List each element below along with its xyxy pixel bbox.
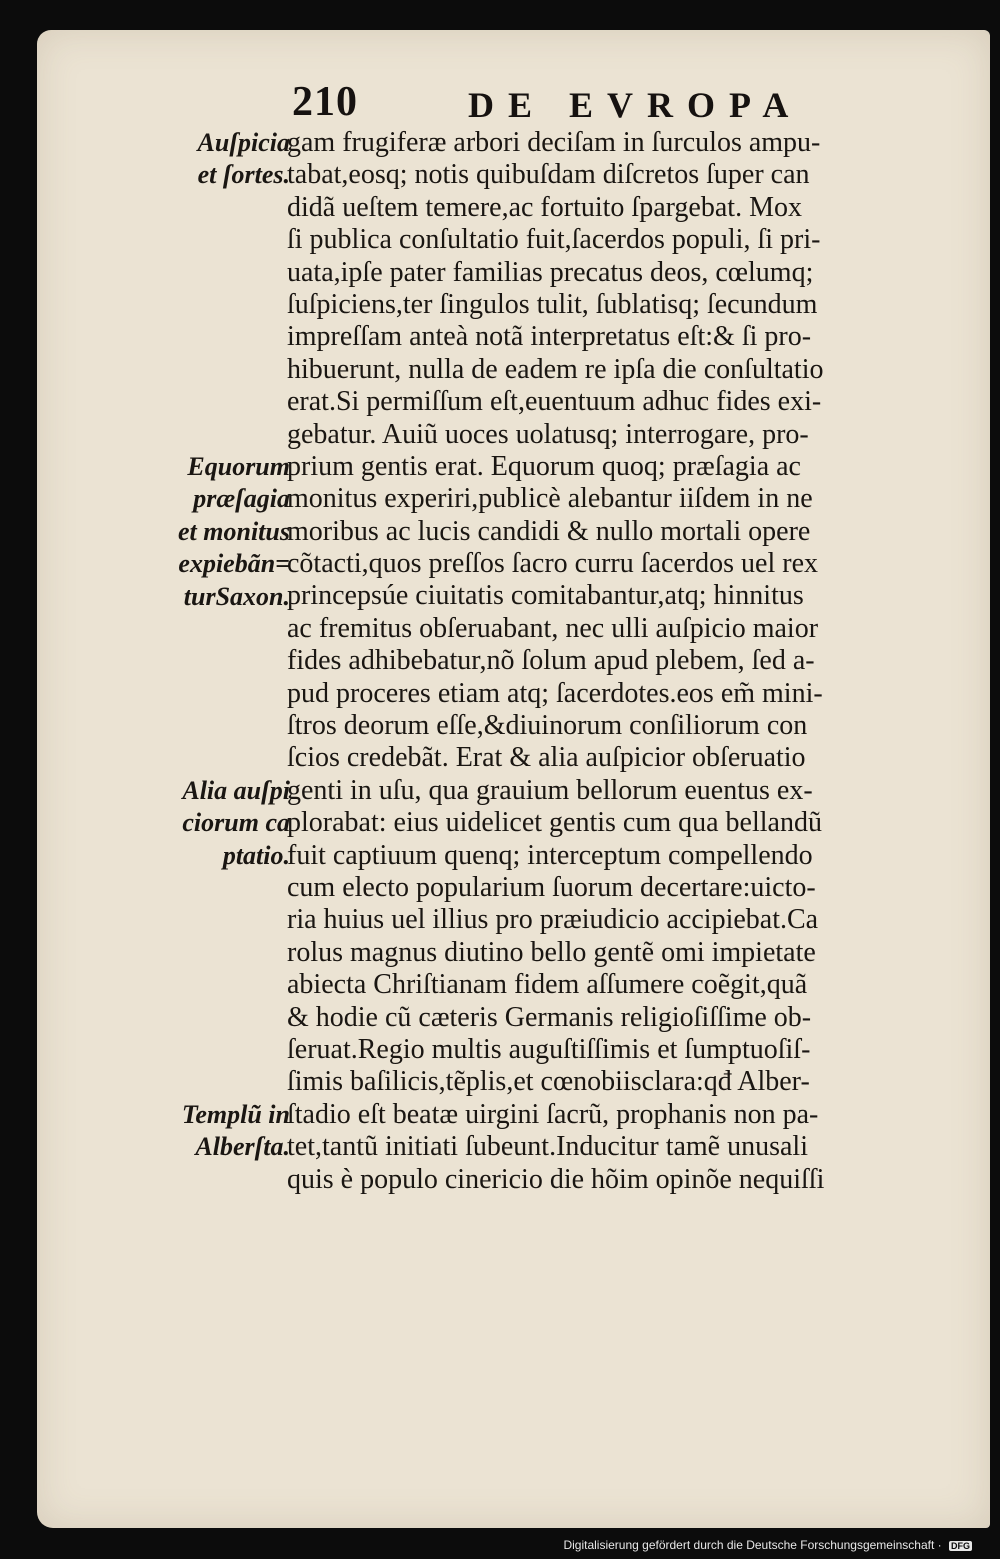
text-line: & hodie cũ cæteris Germanis religioſiſſime ob- [287, 1001, 812, 1033]
text-line: ſeruat.Regio multis auguſtiſſimis et ſumptuoſiſ- [287, 1033, 811, 1065]
text-line: cum electo popularium ſuorum decertare:uicto- [287, 871, 816, 903]
text-line: cõtacti,quos preſſos ſacro curru ſacerdos uel rex [287, 548, 819, 580]
text-line: rolus magnus diutino bello gentẽ omi impietate [287, 936, 816, 968]
text-line: moribus ac lucis candidi & nullo mortali opere [287, 515, 811, 547]
text-line: didã ueſtem temere,ac fortuito ſpargebat. Mox [287, 191, 802, 223]
marginal-note-line: Templũ in [181, 1100, 290, 1129]
marginal-note-auspicia [150, 127, 290, 192]
text-line: monitus experiri,publicè alebantur iiſdem in ne [287, 483, 813, 515]
text-line: fides adhibebatur,nõ ſolum apud plebem, ſed a- [287, 645, 815, 677]
marginal-note-line: Auſpicia [197, 128, 290, 157]
marginal-note-equorum [150, 451, 290, 613]
text-line: ac fremitus obſeruabant, nec ulli auſpicio maior [287, 612, 819, 644]
marginal-note-line: et monitus [178, 516, 290, 546]
marginal-note-line: turSaxon. [183, 581, 290, 611]
text-line: ſimis baſilicis,tẽplis,et cœnobiisclara:qđ Alber- [287, 1066, 810, 1098]
text-line: princepsúe ciuitatis comitabantur,atq; hinnitus [287, 580, 804, 612]
body-text [287, 127, 957, 1196]
running-head: DE EVROPA [468, 85, 803, 125]
text-line: ria huius uel illius pro præiudicio accipiebat.Ca [287, 904, 819, 936]
text-line: impreſſam anteà notã interpretatus eſt:& ſi pro- [287, 321, 812, 353]
marginal-note-templum [150, 1099, 290, 1164]
marginal-note-line: Alberſta. [195, 1132, 290, 1162]
digitization-credit [563, 1538, 972, 1552]
marginal-note-line: ciorum ca [182, 808, 290, 838]
text-line: fuit captiuum quenq; interceptum compellendo [287, 839, 813, 871]
marginal-note-line: Alia auſpi [182, 776, 290, 805]
text-line: ſtros deorum eſſe,&diuinorum conſiliorum con [287, 710, 808, 742]
marginal-note-alia-auspiciorum [150, 775, 290, 872]
marginal-note-line: expiebãn= [178, 549, 290, 579]
marginal-note-line: Equorum [187, 452, 290, 481]
text-line: hibuerunt, nulla de eadem re ipſa die conſultatio [287, 353, 824, 385]
text-line: uata,ipſe pater familias precatus deos, cœlumq; [287, 256, 814, 288]
text-line: abiecta Chriſtianam fidem aſſumere coẽgit,quã [287, 969, 808, 1001]
text-line: pud proceres etiam atq; ſacerdotes.eos em̃ mini- [287, 677, 823, 709]
text-line: ſcios credebãt. Erat & alia auſpicior obſeruatio [287, 742, 806, 774]
text-line: ſuſpiciens,ter ſingulos tulit, ſublatisq; ſecundum [287, 288, 818, 320]
marginal-note-line: præſagia [193, 484, 290, 514]
marginal-note-line: ptatio. [222, 840, 290, 870]
text-line: tet,tantũ initiati ſubeunt.Inducitur tamẽ unusali [287, 1131, 808, 1163]
page-number: 210 [292, 79, 358, 125]
text-line: gebatur. Auiũ uoces uolatusq; interrogare, pro- [287, 418, 809, 450]
text-line: ſtadio eſt beatæ uirgini ſacrũ, prophanis non pa- [287, 1098, 819, 1130]
text-line: erat.Si permiſſum eſt,euentuum adhuc fides exi- [287, 386, 822, 418]
text-line: quis è populo cinericio die hõim opinõe nequiſſi [287, 1163, 825, 1195]
text-line: plorabat: eius uidelicet gentis cum qua bellandũ [287, 807, 822, 839]
dfg-logo-icon: DFG [951, 1540, 970, 1551]
text-line: ſi publica conſultatio fuit,ſacerdos populi, ſi pri- [287, 224, 821, 256]
text-line: gam frugiferæ arbori deciſam in ſurculos ampu- [287, 127, 821, 158]
text-line: prium gentis erat. Equorum quoq; præſagia ac [287, 450, 801, 482]
text-line: tabat,eosq; notis quibuſdam diſcretos ſuper can [287, 159, 810, 191]
marginal-note-line: et ſortes. [197, 160, 290, 190]
text-line: genti in uſu, qua grauium bellorum euentus ex- [287, 774, 813, 806]
credit-text: Digitalisierung gefördert durch die Deutsche Forschungsgemeinschaft · [563, 1538, 942, 1552]
